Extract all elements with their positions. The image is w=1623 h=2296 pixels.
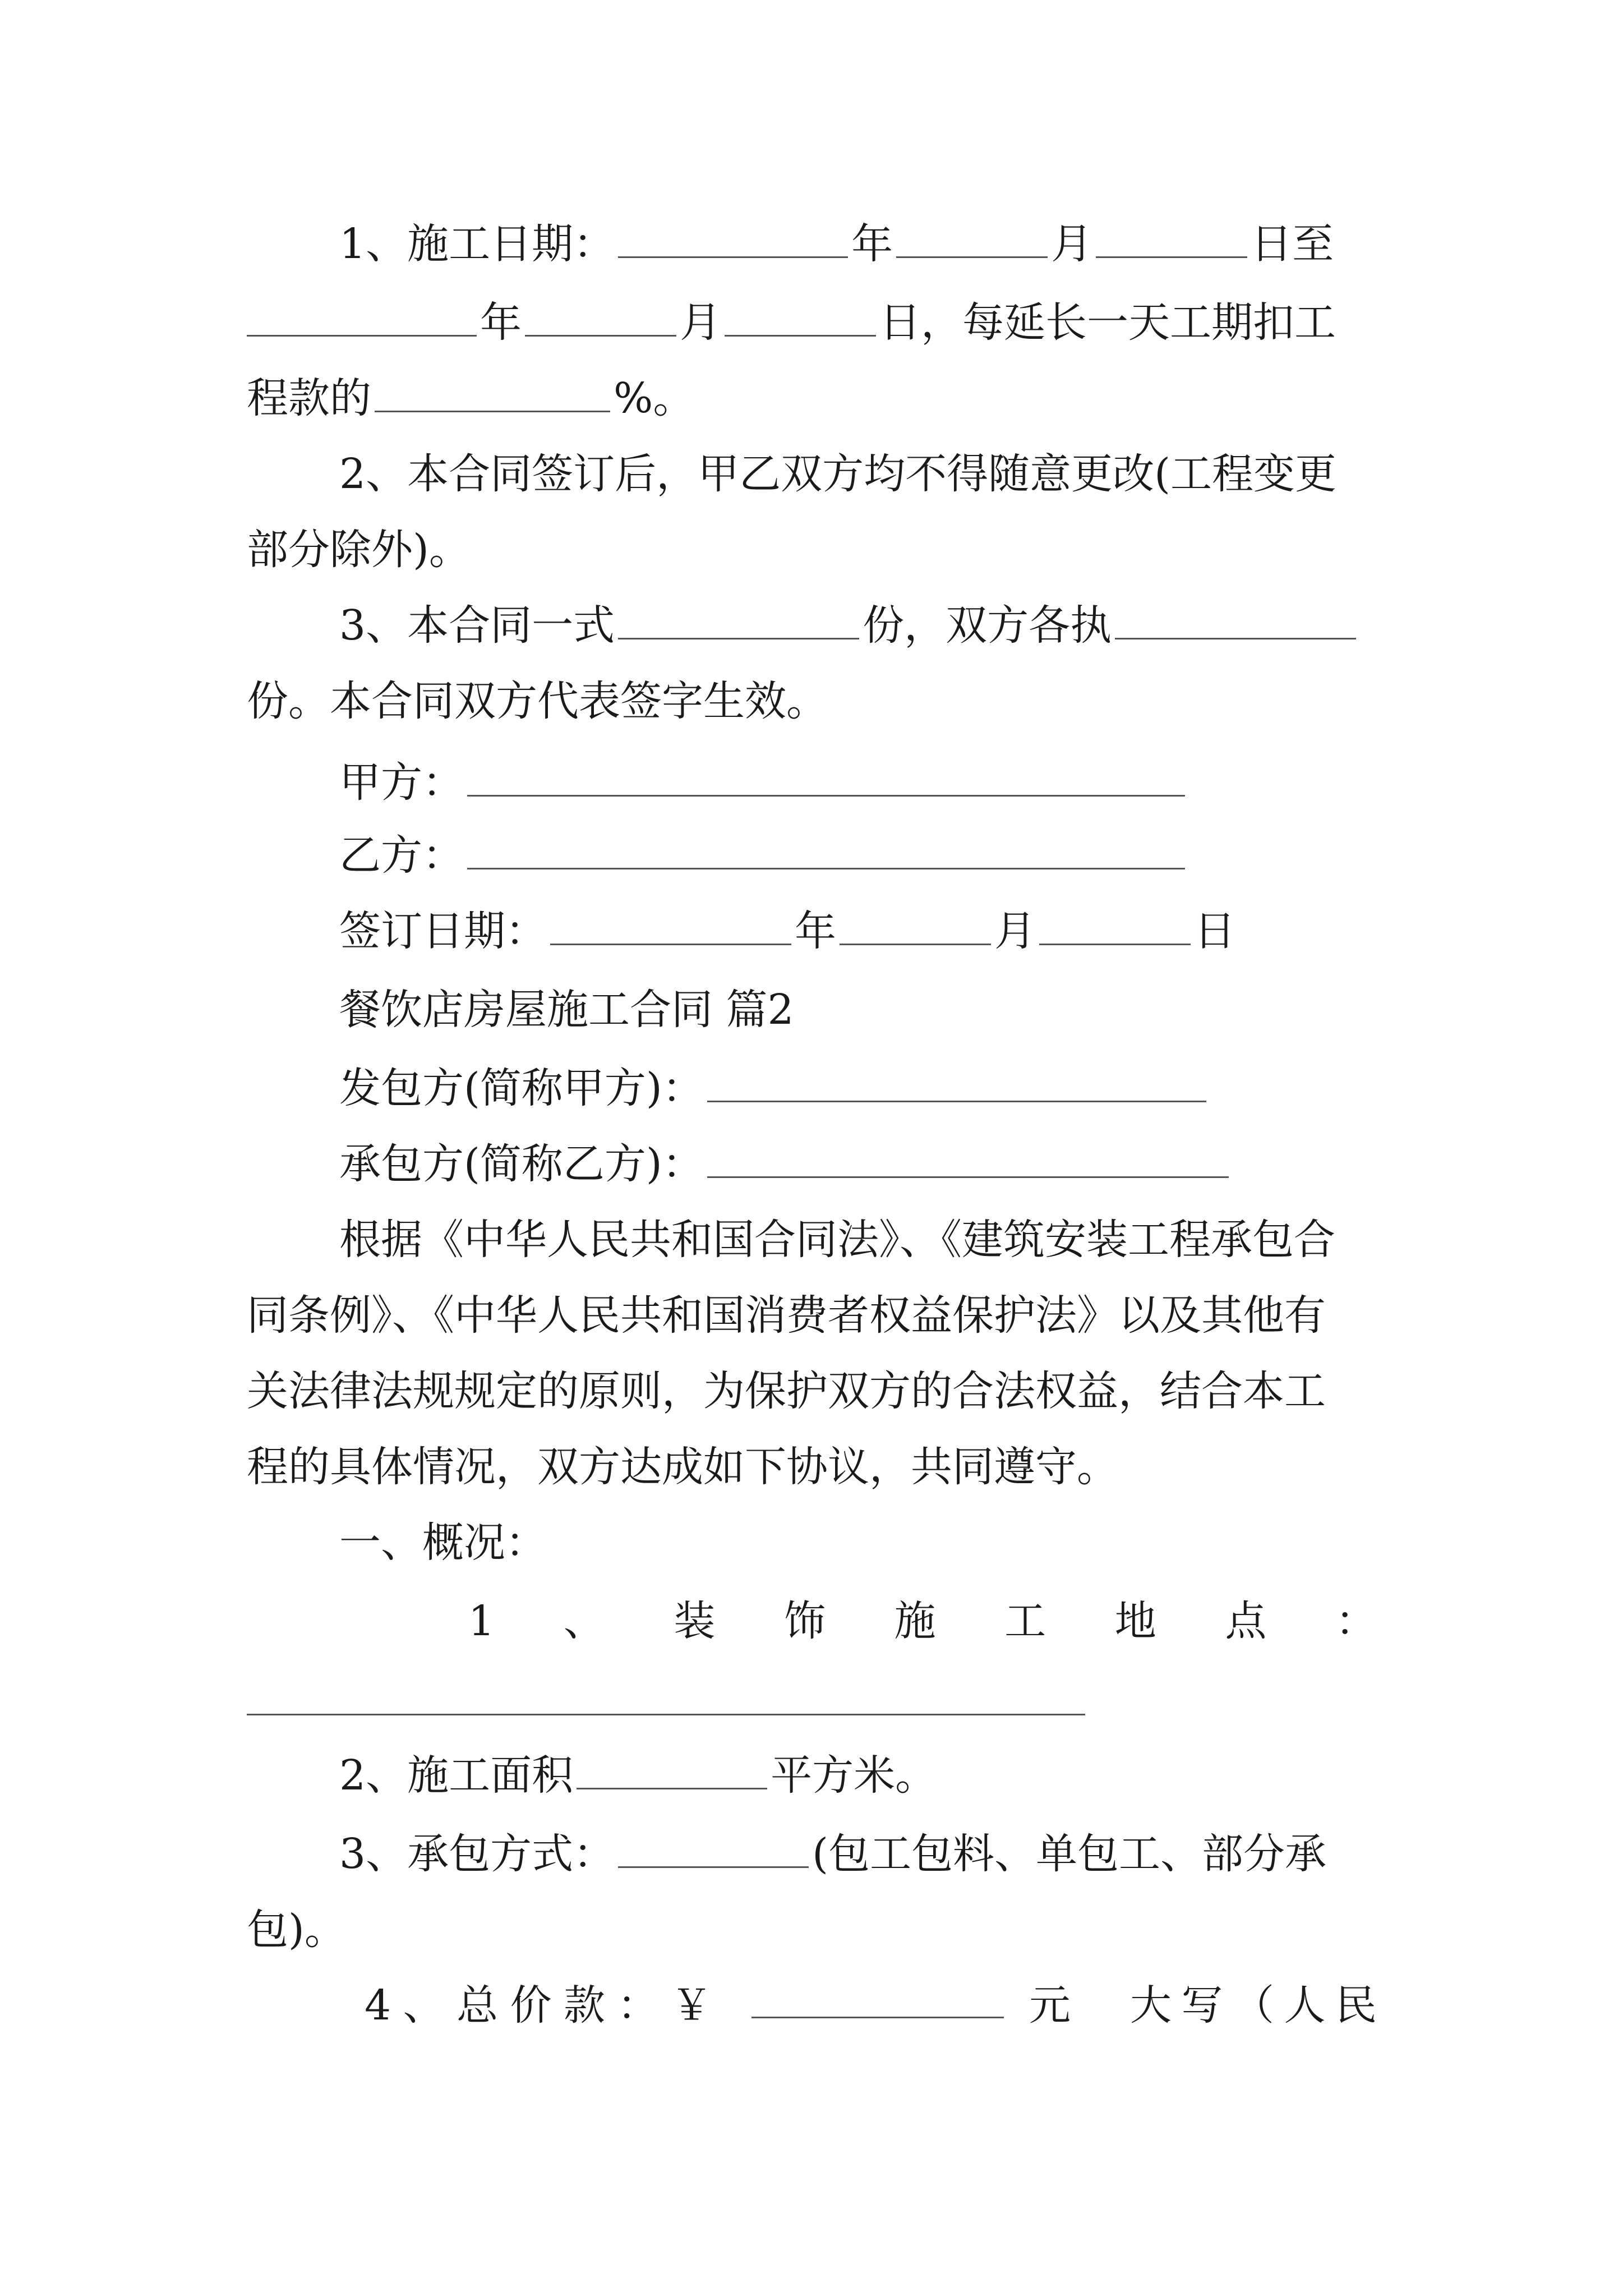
- party-b-label: 乙方：: [339, 831, 464, 880]
- price-char: 总: [457, 1981, 499, 2030]
- clause-3-line-2: [247, 673, 828, 729]
- contractor-blank[interactable]: [707, 1137, 1229, 1178]
- intro-text-2: 同条例》、《中华人民共和国消费者权益保护法》以及其他有: [247, 1291, 1326, 1340]
- start-day-blank[interactable]: [1096, 217, 1247, 258]
- copies-each-blank[interactable]: [1115, 599, 1356, 639]
- section-2-heading: [339, 982, 794, 1038]
- price-char: 4: [365, 1981, 391, 2030]
- end-year-blank[interactable]: [247, 296, 477, 337]
- location-char: ：: [1335, 1597, 1377, 1645]
- intro-line-1: [339, 1212, 1335, 1268]
- overview-heading: [339, 1515, 547, 1571]
- section-2-title: 餐饮店房屋施工合同 篇2: [339, 986, 794, 1034]
- price-char: ￥: [671, 1981, 712, 2030]
- month-label: 月: [680, 298, 721, 347]
- deduction-label: 程款的: [247, 374, 371, 422]
- contractor-label: 承包方(简称乙方)：: [339, 1140, 704, 1188]
- intro-text-1: 根据《中华人民共和国合同法》、《建筑安装工程承包合: [339, 1216, 1335, 1264]
- intro-line-4: [247, 1439, 1118, 1495]
- location-char: 点: [1225, 1597, 1267, 1645]
- price-char: 大: [1130, 1981, 1172, 2030]
- area-line: [339, 1747, 937, 1803]
- clause-3-text-cont: 份。本合同双方代表签字生效。: [247, 677, 828, 725]
- start-month-blank[interactable]: [896, 217, 1048, 258]
- employer-blank[interactable]: [707, 1061, 1206, 1102]
- percent-label: %。: [614, 374, 695, 422]
- mode-blank[interactable]: [618, 1827, 809, 1868]
- mode-line-1: [339, 1826, 1326, 1882]
- clause-1-label: 1、施工日期：: [339, 220, 615, 268]
- location-char: 工: [1004, 1597, 1046, 1645]
- location-char: 饰: [783, 1597, 826, 1645]
- price-char: 、: [403, 1981, 445, 2030]
- mode-label: 3、承包方式：: [339, 1830, 615, 1878]
- location-char: 地: [1114, 1597, 1156, 1645]
- clause-2-line-1: [339, 446, 1336, 502]
- intro-line-3: [247, 1363, 1326, 1419]
- location-blank[interactable]: [247, 1714, 1085, 1715]
- price-line: [365, 1977, 1377, 2033]
- sign-date-line: [339, 903, 1235, 959]
- sign-year-blank[interactable]: [550, 904, 791, 945]
- intro-text-4: 程的具体情况，双方达成如下协议，共同遵守。: [247, 1443, 1118, 1491]
- intro-text-3: 关法律法规规定的原则，为保护双方的合法权益，结合本工: [247, 1367, 1326, 1415]
- year-label: 年: [795, 907, 836, 955]
- employer-line: [339, 1060, 1210, 1116]
- day-to-label: 日至: [1251, 220, 1334, 268]
- copies-mid-label: 份，双方各执: [863, 601, 1112, 650]
- sign-date-label: 签订日期：: [339, 907, 547, 955]
- location-char: 、: [563, 1597, 605, 1645]
- area-blank[interactable]: [577, 1749, 767, 1789]
- mode-options: (包工包料、单包工、部分承: [812, 1830, 1326, 1878]
- party-b-blank[interactable]: [467, 829, 1185, 869]
- day-extend-label: 日，每延长一天工期扣工: [879, 298, 1336, 347]
- year-label: 年: [480, 298, 522, 347]
- overview-label: 一、概况：: [339, 1519, 547, 1567]
- price-left-group: [365, 1977, 712, 2033]
- sign-day-blank[interactable]: [1039, 904, 1191, 945]
- location-char: 装: [674, 1597, 716, 1645]
- price-char: 写: [1181, 1981, 1223, 2030]
- area-label: 2、施工面积: [339, 1751, 574, 1800]
- party-a-blank[interactable]: [467, 756, 1185, 797]
- start-year-blank[interactable]: [618, 217, 848, 258]
- area-unit: 平方米。: [771, 1751, 937, 1800]
- price-char: （: [1233, 1981, 1274, 2030]
- clause-3-line-1: [339, 597, 1359, 654]
- mode-line-2: [247, 1902, 346, 1958]
- month-label: 月: [994, 907, 1036, 955]
- sign-month-blank[interactable]: [840, 904, 991, 945]
- clause-2-text-cont: 部分除外)。: [247, 526, 471, 574]
- copies-total-blank[interactable]: [618, 599, 859, 639]
- clause-1-line-2: [247, 295, 1336, 351]
- price-right-group: [1130, 1977, 1377, 2033]
- employer-label: 发包方(简称甲方)：: [339, 1064, 704, 1112]
- clause-1-line-3: [247, 370, 694, 426]
- clause-2-text: 2、本合同签订后，甲乙双方均不得随意更改(工程变更: [339, 450, 1336, 498]
- location-char: 1: [468, 1597, 495, 1645]
- price-yuan: 元: [1029, 1981, 1071, 2030]
- month-label: 月: [1051, 220, 1093, 268]
- intro-line-2: [247, 1287, 1326, 1343]
- price-char: 款: [564, 1981, 606, 2030]
- party-a-label: 甲方：: [339, 758, 464, 807]
- price-char: 人: [1284, 1981, 1326, 2030]
- price-blank[interactable]: [751, 1977, 1004, 2018]
- end-day-blank[interactable]: [725, 296, 876, 337]
- deduction-percent-blank[interactable]: [375, 371, 610, 412]
- contractor-line: [339, 1136, 1232, 1192]
- party-a-line: [339, 754, 1188, 811]
- day-label: 日: [1194, 907, 1235, 955]
- end-month-blank[interactable]: [525, 296, 676, 337]
- price-char: 价: [510, 1981, 552, 2030]
- clause-2-line-2: [247, 522, 471, 578]
- price-char: ：: [617, 1981, 659, 2030]
- price-char: 民: [1335, 1981, 1377, 2030]
- location-line: [468, 1593, 1377, 1649]
- location-char: 施: [894, 1597, 936, 1645]
- mode-options-cont: 包)。: [247, 1906, 346, 1954]
- year-label: 年: [851, 220, 893, 268]
- clause-3-label: 3、本合同一式: [339, 601, 615, 650]
- party-b-line: [339, 827, 1188, 884]
- clause-1-line-1: [339, 216, 1334, 272]
